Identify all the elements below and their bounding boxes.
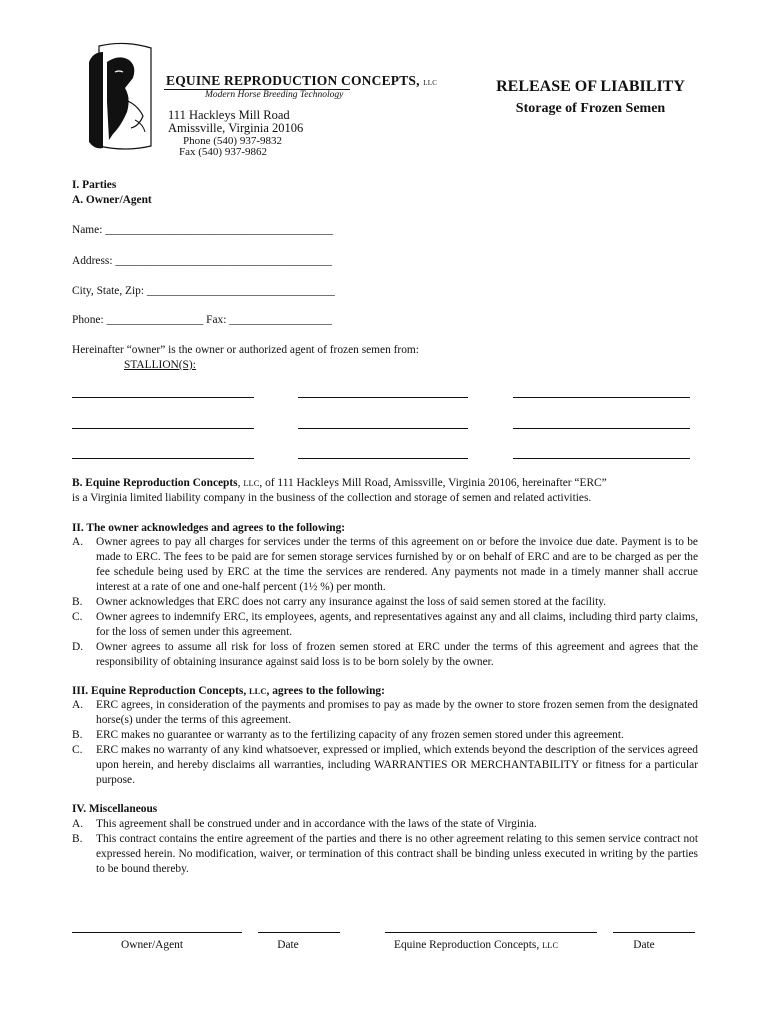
list-item: D. Owner agrees to assume all risk for loss of frozen semen stored at ERC under the terms of this agreement and agrees that the responsibility of obtaining insurance against said loss is to be born solely by the owner. bbox=[72, 641, 698, 668]
stallion-line[interactable] bbox=[72, 397, 254, 398]
erc-date-label: Date bbox=[633, 939, 655, 951]
list-item: B. This contract contains the entire agreement of the parties and there is no other agreement relating to this semen service contract not expressed herein. No modification, waiver, or termination of this contract shall be binding unless executed in writing by the parties to be bound thereby. bbox=[72, 833, 698, 875]
stallion-line[interactable] bbox=[513, 428, 690, 429]
stallion-line[interactable] bbox=[513, 397, 690, 398]
erc-date-line[interactable] bbox=[613, 932, 695, 933]
stallions-label: STALLION(S): bbox=[124, 359, 196, 371]
stallion-line[interactable] bbox=[298, 397, 468, 398]
section-3-heading: III. Equine Reproduction Concepts, LLC, agrees to the following: bbox=[72, 685, 385, 697]
list-item: C. Owner agrees to indemnify ERC, its employees, agents, and representatives against any and all claims, including third party claims, for the loss of semen under this agreement. bbox=[72, 611, 698, 638]
list-item: A. ERC agrees, in consideration of the payments and promises to pay as made by the owner to store frozen semen from the designated horse(s) under the terms of this agreement. bbox=[72, 699, 698, 726]
company-logo bbox=[85, 42, 155, 152]
list-item: B. Owner acknowledges that ERC does not carry any insurance against the loss of said semen stored at the facility. bbox=[72, 596, 607, 608]
document-title: RELEASE OF LIABILITY bbox=[496, 78, 685, 95]
company-contact: Phone (540) 937-9832 Fax (540) 937-9862 bbox=[179, 135, 282, 158]
address-field[interactable]: Address: ______________________________________ bbox=[72, 255, 332, 267]
list-item: C. ERC makes no warranty of any kind whatsoever, expressed or implied, which extends beyond the description of the services agreed upon herein, and hereby disclaims all warranties, including WARRANTIES OR MERCHANTABILITY or fitness for a particular purpose. bbox=[72, 744, 698, 786]
erc-definition: B. Equine Reproduction Concepts, LLC, of 111 Hackleys Mill Road, Amissville, Virginia 20106, hereinafter “ERC” bbox=[72, 477, 607, 489]
owner-date-label: Date bbox=[277, 939, 299, 951]
name-field[interactable]: Name: ________________________________________ bbox=[72, 224, 334, 236]
erc-definition-line2: is a Virginia limited liability company in the business of the collection and storage of semen and related activities. bbox=[72, 492, 592, 504]
stallion-line[interactable] bbox=[298, 428, 468, 429]
owner-agent-heading: A. Owner/Agent bbox=[72, 194, 152, 206]
erc-signature-label: Equine Reproduction Concepts, LLC bbox=[394, 939, 559, 951]
owner-agent-label: Owner/Agent bbox=[121, 939, 183, 951]
list-item: B. ERC makes no guarantee or warranty as to the fertilizing capacity of any frozen semen stored under this agreement. bbox=[72, 729, 624, 741]
hereinafter-text: Hereinafter “owner” is the owner or authorized agent of frozen semen from: bbox=[72, 344, 419, 356]
owner-signature-line[interactable] bbox=[72, 932, 242, 933]
erc-signature-line[interactable] bbox=[385, 932, 597, 933]
section-1-heading: I. Parties bbox=[72, 179, 117, 191]
stallion-line[interactable] bbox=[298, 458, 468, 459]
section-4-heading: IV. Miscellaneous bbox=[72, 803, 158, 815]
section-2-heading: II. The owner acknowledges and agrees to the following: bbox=[72, 522, 346, 534]
owner-date-line[interactable] bbox=[258, 932, 340, 933]
list-item: A. Owner agrees to pay all charges for services under the terms of this agreement on or before the invoice due date. Payment is to be made to ERC. The fees to be paid are for semen storage services furnished by or on behalf of ERC and are to be charged as per the fee schedule being used by ERC at the time the services are rendered. Any payments not made in a timely manner shall accrue interest at a rate of one and one-half percent (1½ %) per month. bbox=[72, 536, 698, 593]
city-state-zip-field[interactable]: City, State, Zip: _________________________________ bbox=[72, 285, 335, 297]
stallion-line[interactable] bbox=[72, 458, 254, 459]
company-tagline: Modern Horse Breeding Technology bbox=[205, 90, 344, 100]
stallion-line[interactable] bbox=[72, 428, 254, 429]
stallion-line[interactable] bbox=[513, 458, 690, 459]
document-subtitle: Storage of Frozen Semen bbox=[515, 101, 666, 116]
list-item: A. This agreement shall be construed under and in accordance with the laws of the state of Virginia. bbox=[72, 818, 537, 830]
company-address: 111 Hackleys Mill Road Amissville, Virginia 20106 bbox=[168, 108, 304, 135]
phone-fax-field[interactable]: Phone: _________________ Fax: __________________ bbox=[72, 314, 332, 326]
company-name: EQUINE REPRODUCTION CONCEPTS, LLC bbox=[166, 73, 438, 88]
